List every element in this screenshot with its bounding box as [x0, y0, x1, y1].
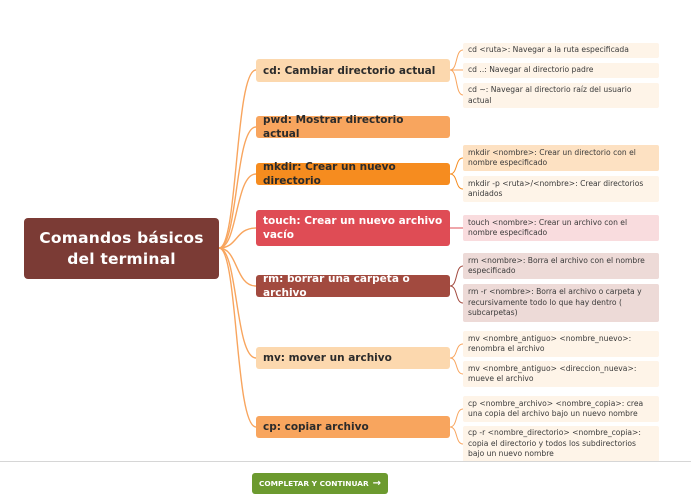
topic-mkdir[interactable]: [256, 163, 450, 185]
subtopic-text: rm <nombre>: Borra el archivo con el nombre especificado: [468, 255, 645, 275]
topic-mv-label: mv: mover un archivo: [263, 352, 392, 364]
link-cp-1: [450, 409, 463, 427]
link-mv-2: [450, 358, 463, 374]
subtopic-mkdir-p[interactable]: [463, 176, 659, 202]
link-mkdir-1: [450, 158, 463, 174]
subtopic-text: mv <nombre_antiguo> <direccion_nueva>: mueve el archivo: [468, 363, 637, 383]
topic-pwd-label: pwd: Mostrar directorio actual: [263, 114, 404, 140]
root-topic-line1: Comandos básicos: [39, 228, 204, 247]
subtopic-text: cd <ruta>: Navegar a la ruta especificada: [468, 45, 629, 55]
subtopic-cd-padre[interactable]: [463, 63, 659, 78]
subtopic-text: cp <nombre_archivo> <nombre_copia>: crea una copia del archivo bajo un nuevo nombre: [468, 398, 644, 418]
topic-rm[interactable]: [256, 275, 450, 297]
root-topic-line2: del terminal: [67, 249, 176, 268]
subtopic-text: touch <nombre>: Crear un archivo con el nombre especificado: [468, 217, 628, 237]
topic-mv[interactable]: [256, 347, 450, 369]
link-mkdir-2: [450, 174, 463, 189]
subtopic-mkdir-nombre[interactable]: [463, 145, 659, 171]
subtopic-cp-archivo[interactable]: [463, 396, 659, 422]
link-rm-2: [450, 286, 463, 303]
complete-continue-button[interactable]: [252, 473, 388, 494]
footer-divider: [0, 461, 691, 462]
link-cd-1: [450, 50, 463, 70]
subtopic-cd-ruta[interactable]: [463, 43, 659, 58]
subtopic-text: mkdir <nombre>: Crear un directorio con el nombre especificado: [468, 147, 636, 167]
link-root-cp: [219, 248, 256, 427]
subtopic-rm-r[interactable]: [463, 284, 659, 322]
subtopic-mv-renombra[interactable]: [463, 331, 659, 357]
link-root-cd: [219, 70, 256, 248]
subtopic-text: mkdir -p <ruta>/<nombre>: Crear directorios anidados: [468, 178, 644, 198]
subtopic-text: cd ~: Navegar al directorio raíz del usuario actual: [468, 85, 632, 105]
topic-touch-label: touch: Crear un nuevo archivo vacío: [263, 215, 443, 241]
link-cd-3: [450, 70, 463, 95]
link-cp-2: [450, 427, 463, 444]
subtopic-rm-nombre[interactable]: [463, 253, 659, 279]
root-topic[interactable]: [24, 218, 219, 279]
subtopic-text: rm -r <nombre>: Borra el archivo o carpeta y recursivamente todo lo que hay dentro ( subcarpetas): [468, 287, 642, 318]
topic-cd[interactable]: [256, 59, 450, 82]
topic-cp[interactable]: [256, 416, 450, 438]
topic-cp-label: cp: copiar archivo: [263, 421, 369, 433]
subtopic-text: cp -r <nombre_directorio> <nombre_copia>: copia el directorio y todos los subdirectorios bajo un nuevo nombre: [468, 428, 641, 459]
topic-cd-label: cd: Cambiar directorio actual: [263, 64, 436, 77]
subtopic-text: cd ..: Navegar al directorio padre: [468, 65, 594, 75]
topic-pwd[interactable]: [256, 116, 450, 138]
complete-continue-label: COMPLETAR Y CONTINUAR: [258, 479, 369, 488]
arrow-right-icon: →: [372, 478, 382, 489]
link-mv-1: [450, 344, 463, 358]
topic-touch[interactable]: [256, 210, 450, 246]
subtopic-mv-mueve[interactable]: [463, 361, 659, 387]
topic-mkdir-label: mkdir: Crear un nuevo directorio: [263, 161, 396, 187]
subtopic-touch-nombre[interactable]: [463, 215, 659, 241]
subtopic-cp-r[interactable]: [463, 426, 659, 462]
link-rm-1: [450, 266, 463, 286]
topic-rm-label: rm: borrar una carpeta o archivo: [263, 273, 410, 299]
subtopic-cd-home[interactable]: [463, 83, 659, 108]
subtopic-text: mv <nombre_antiguo> <nombre_nuevo>: renombra el archivo: [468, 333, 632, 353]
